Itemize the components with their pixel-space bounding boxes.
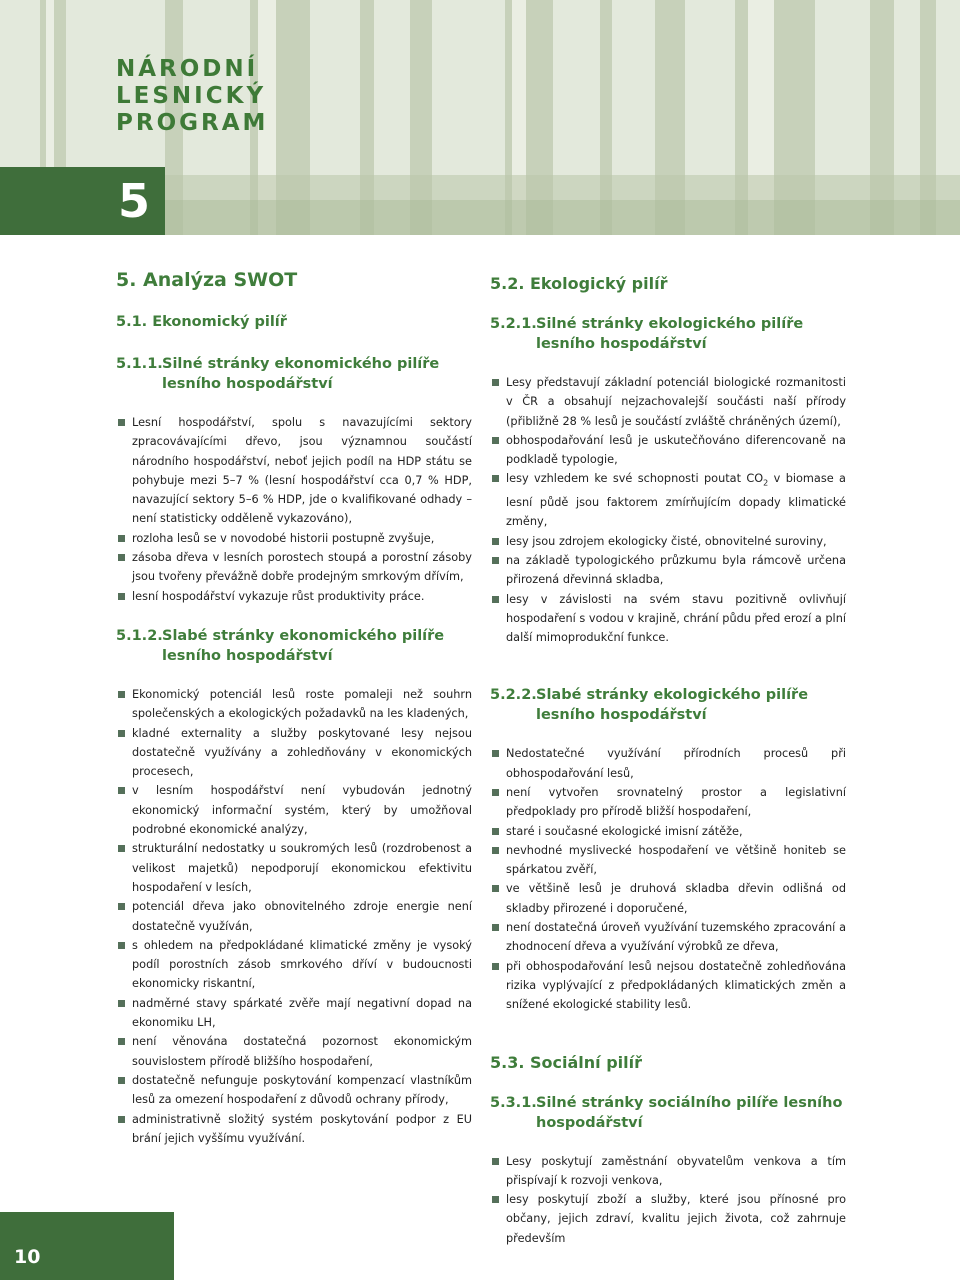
list-item: strukturální nedostatky u soukromých lesů (rozdrobenost a velikost majetků) nepodporují ekonomickou efektivitu hospodaření v lesích, (116, 839, 472, 897)
bullet-square-icon (492, 475, 499, 482)
list-item: Lesní hospodářství, spolu s navazujícími sektory zpracovávajícími dřevo, jsou významnou součástí národního hospodářství, neboť jejich podíl na HDP státu se pohybuje mezi 5–7 % (lesní hospodářství cca 0,7 % HDP, navazující sektory 5–6 % HDP, jde o kvalifikované odhady – není statisticky odděleně vykazováno), (116, 413, 472, 529)
heading-line-2: lesního hospodářství (162, 376, 333, 392)
list-item: lesy poskytují zboží a služby, které jsou přínosné pro občany, jejich zdraví, kvalitu jejich života, což zahrnuje především (490, 1190, 846, 1248)
heading-number: 5.1.2. (116, 627, 163, 644)
brand-line-3: PROGRAM (116, 110, 269, 136)
heading-line-1: Slabé stránky ekologického pilíře (536, 687, 809, 704)
list-item: kladné externality a služby poskytované lesy nejsou dostatečně využívány a zohledňovány v ekonomických procesech, (116, 724, 472, 782)
list-item: potenciál dřeva jako obnovitelného zdroje energie není dostatečně využíván, (116, 897, 472, 936)
list-item: na základě typologického průzkumu byla rámcově určena přirozená dřevinná skladba, (490, 551, 846, 590)
chapter-number: 5 (118, 174, 151, 228)
heading-ecological-weaknesses (490, 685, 846, 725)
ecological-weaknesses-list (490, 744, 846, 1014)
list-item: rozloha lesů se v novodobé historii postupně zvyšuje, (116, 529, 472, 548)
bullet-square-icon (118, 419, 125, 426)
list-item: administrativně složitý systém poskytování podpor z EU brání jejich vyššímu využívání. (116, 1110, 472, 1149)
heading-economic-strengths (116, 354, 472, 394)
economic-weaknesses-list (116, 685, 472, 1148)
heading-social-strengths (490, 1093, 846, 1133)
bullet-square-icon (118, 942, 125, 949)
bullet-square-icon (492, 379, 499, 386)
heading-line-2: lesního hospodářství (162, 647, 333, 664)
list-item: nadměrné stavy spárkaté zvěře mají negativní dopad na ekonomiku LH, (116, 994, 472, 1033)
heading-line-1: Silné stránky ekologického pilíře (536, 316, 804, 332)
bullet-square-icon (118, 535, 125, 542)
list-item: nevhodné myslivecké hospodaření ve většině honiteb se spárkatou zvěří, (490, 841, 846, 880)
list-item: ve většině lesů je druhová skladba dřevin odlišná od skladby přirozené i doporučené, (490, 879, 846, 918)
bullet-square-icon (118, 691, 125, 698)
bullet-square-icon (492, 750, 499, 757)
list-item: při obhospodařování lesů nejsou dostatečně zohledňována rizika vyplývající z předpokládaných klimatických změn a snížené ekologické stability lesů. (490, 957, 846, 1015)
list-item: staré i současné ekologické imisní zátěže, (490, 822, 846, 841)
bullet-square-icon (492, 963, 499, 970)
heading-number: 5.1.1. (116, 356, 163, 372)
bullet-square-icon (492, 1158, 499, 1165)
bullet-square-icon (118, 554, 125, 561)
bullet-square-icon (492, 924, 499, 931)
heading-economic-weaknesses (116, 626, 472, 666)
bullet-square-icon (492, 847, 499, 854)
heading-line-1: Slabé stránky ekonomického pilíře (162, 627, 445, 644)
heading-number: 5.2.1. (490, 316, 537, 332)
heading-line-1: Silné stránky ekonomického pilíře (162, 356, 440, 372)
heading-line-2: lesního hospodářství (536, 336, 707, 352)
bullet-square-icon (118, 1116, 125, 1123)
heading-number: 5.2.2. (490, 687, 537, 704)
bullet-square-icon (492, 1196, 499, 1203)
bullet-square-icon (118, 730, 125, 737)
heading-line-1: Silné stránky sociálního pilíře lesního (536, 1094, 843, 1111)
program-brand (116, 56, 268, 137)
left-column (116, 268, 472, 1148)
bullet-square-icon (492, 437, 499, 444)
list-item: Lesy představují základní potenciál biologické rozmanitosti v ČR a obsahují nejzachovalejší součásti naší přírody (přibližně 28 % lesů je součástí zvláště chráněných území), (490, 373, 846, 431)
list-item: Ekonomický potenciál lesů roste pomaleji než souhrn společenských a ekologických požadavků na les kladených, (116, 685, 472, 724)
bullet-square-icon (118, 1077, 125, 1084)
bullet-square-icon (492, 596, 499, 603)
brand-line-2: LESNICKÝ (116, 83, 267, 109)
list-item: není věnována dostatečná pozornost ekonomickým souvislostem přírodě bližšího hospodaření, (116, 1032, 472, 1071)
right-column (490, 274, 846, 1248)
list-item: lesní hospodářství vykazuje růst produktivity práce. (116, 587, 472, 606)
list-item: v lesním hospodářství není vybudován jednotný ekonomický informační systém, který by umožňoval podrobné ekonomické analýzy, (116, 781, 472, 839)
list-item: s ohledem na předpokládané klimatické změny je vysoký podíl porostních zásob smrkového dříví v budoucnosti ekonomicky riskantní, (116, 936, 472, 994)
heading-line-2: hospodářství (536, 1114, 643, 1131)
bullet-square-icon (492, 557, 499, 564)
bullet-square-icon (118, 593, 125, 600)
bullet-square-icon (118, 1000, 125, 1007)
bullet-square-icon (118, 787, 125, 794)
bullet-square-icon (492, 885, 499, 892)
list-item: zásoba dřeva v lesních porostech stoupá a porostní zásoby jsou tvořeny převážně dobře prodejným smrkovým dřívím, (116, 548, 472, 587)
heading-number: 5.3.1. (490, 1094, 537, 1111)
subsection-social: 5.3. Sociální pilíř (490, 1052, 642, 1072)
list-item: obhospodařování lesů je uskutečňováno diferencovaně na podkladě typologie, (490, 431, 846, 470)
list-item: lesy jsou zdrojem ekologicky čisté, obnovitelné suroviny, (490, 532, 846, 551)
social-strengths-list (490, 1152, 846, 1248)
economic-strengths-list (116, 413, 472, 606)
list-item: Lesy poskytují zaměstnání obyvatelům venkova a tím přispívají k rozvoji venkova, (490, 1152, 846, 1191)
list-item: Nedostatečné využívání přírodních procesů při obhospodařování lesů, (490, 744, 846, 783)
bullet-square-icon (118, 845, 125, 852)
subsection-ecological: 5.2. Ekologický pilíř (490, 274, 668, 293)
bullet-square-icon (492, 789, 499, 796)
bullet-square-icon (492, 828, 499, 835)
section-title-swot: 5. Analýza SWOT (116, 269, 298, 291)
list-item: lesy v závislosti na svém stavu pozitivně ovlivňují hospodaření s vodou v krajině, chrání půdu před erozí a plní další mimoprodukční funkce. (490, 590, 846, 648)
bullet-square-icon (118, 1038, 125, 1045)
heading-line-2: lesního hospodářství (536, 707, 707, 724)
heading-ecological-strengths (490, 314, 846, 354)
list-item: není vytvořen srovnatelný prostor a legislativní předpoklady pro přírodě bližší hospodaření, (490, 783, 846, 822)
page-number: 10 (14, 1246, 41, 1268)
list-item: není dostatečná úroveň využívání tuzemského zpracování a zhodnocení dřeva a využívání výrobků ze dřeva, (490, 918, 846, 957)
bullet-square-icon (492, 538, 499, 545)
list-item: lesy vzhledem ke své schopnosti poutat $CO_2$ v biomase a lesní půdě jsou faktorem zmírňujícím dopady klimatické změny, (490, 469, 846, 531)
brand-line-1: NÁRODNÍ (116, 56, 259, 82)
bullet-square-icon (118, 903, 125, 910)
list-item: dostatečně nefunguje poskytování kompenzací vlastníkům lesů za omezení hospodaření z důvodů ochrany přírody, (116, 1071, 472, 1110)
ecological-strengths-list (490, 373, 846, 647)
subsection-economic: 5.1. Ekonomický pilíř (116, 314, 287, 330)
